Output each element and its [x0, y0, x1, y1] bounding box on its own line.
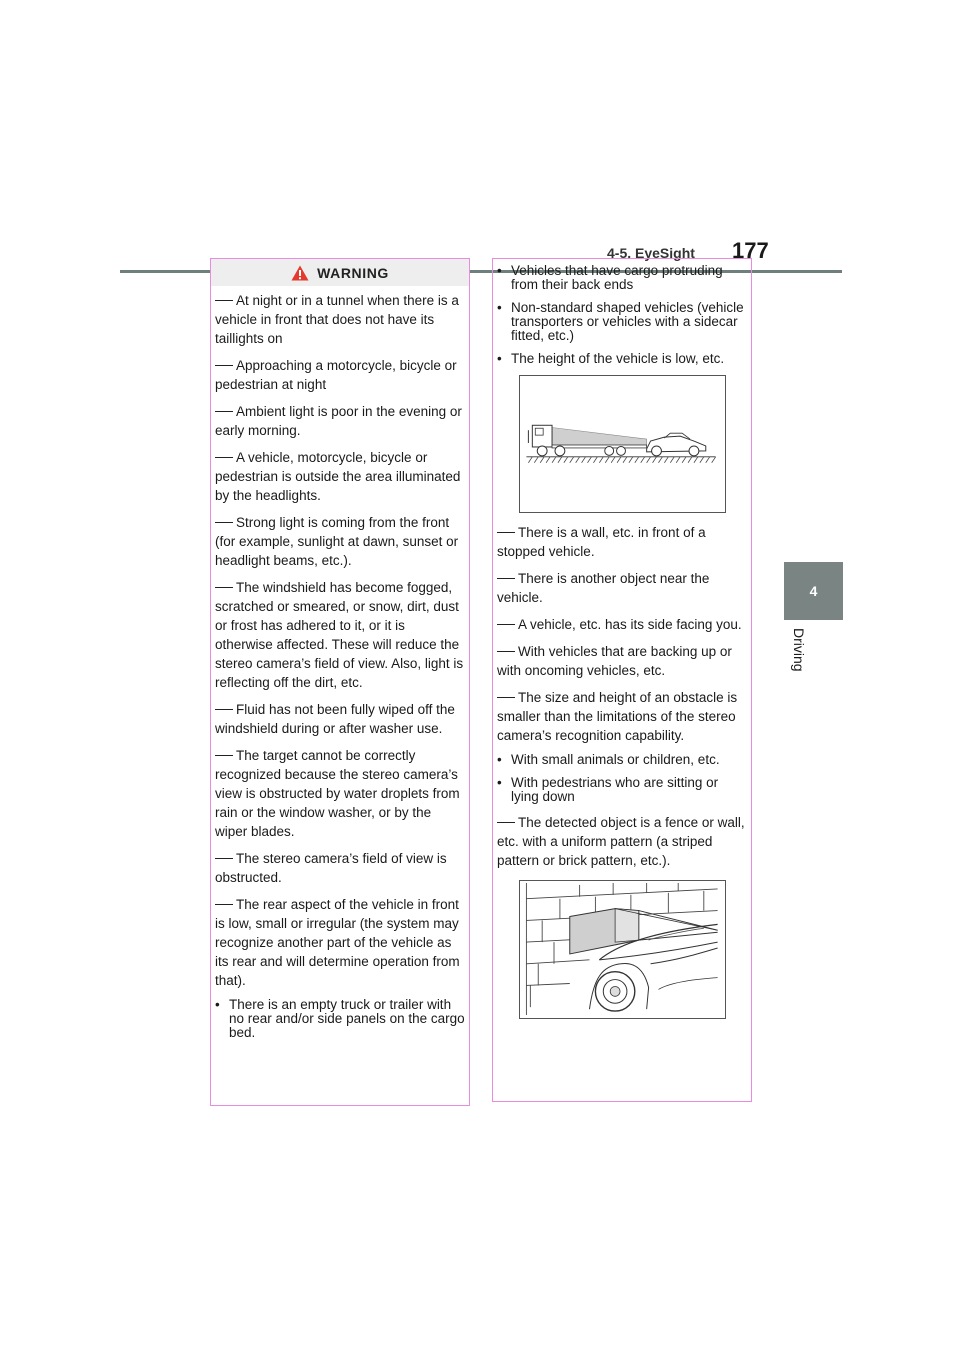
bullet-text: Non-standard shaped vehicles (vehicle transporters or vehicles with a sidecar fitted, etc.): [511, 300, 744, 343]
dash-marker: [215, 858, 233, 859]
dash-marker: [497, 578, 515, 579]
dash-marker: [215, 522, 233, 523]
dash-marker: [497, 532, 515, 533]
warning-item-text: Strong light is coming from the front (for example, sunlight at dawn, sunset or headlight beams, etc.).: [215, 515, 459, 568]
section-title: 4-5. EyeSight: [607, 245, 695, 261]
dash-marker: [215, 457, 233, 458]
warning-item-text: The windshield has become fogged, scratched or smeared, or snow, dirt, dust or frost has adhered to it, or it is otherwise affected. These will reduce the stereo camera’s field of view. Also, light is reflecting off the dirt, etc.: [215, 580, 464, 690]
dash-marker: [215, 755, 233, 756]
warning-item-text: The target cannot be correctly recognized because the stereo camera’s view is obstructed by water droplets from rain or the window washer, or by the wiper blades.: [215, 748, 460, 839]
bullet-marker: •: [215, 997, 220, 1012]
warning-item: [215, 291, 465, 348]
dash-marker: [215, 300, 233, 301]
truck-transporter-illustration: [519, 375, 726, 513]
warning-item: [215, 895, 465, 990]
warning-item: [215, 578, 465, 692]
list-item-text: The size and height of an obstacle is smaller than the limitations of the stereo camera’s recognition capability.: [497, 690, 738, 743]
page-number: 177: [732, 238, 769, 263]
warning-item: [215, 746, 465, 841]
warning-item: [215, 700, 465, 738]
list-item-text: There is another object near the vehicle.: [497, 571, 710, 605]
warning-item-text: Ambient light is poor in the evening or early morning.: [215, 404, 462, 438]
list-item-text: There is a wall, etc. in front of a stopped vehicle.: [497, 525, 706, 559]
list-item: [497, 569, 747, 607]
bullet-text: With pedestrians who are sitting or lying down: [511, 775, 719, 804]
warning-item: [215, 448, 465, 505]
chapter-tab[interactable]: 4: [784, 562, 843, 620]
bullet-marker: •: [497, 775, 502, 790]
warning-item: [215, 356, 465, 394]
dash-marker: [215, 411, 233, 412]
dash-marker: [215, 904, 233, 905]
list-bullet: [497, 264, 747, 292]
dash-marker: [497, 651, 515, 652]
list-item-text: With vehicles that are backing up or with oncoming vehicles, etc.: [497, 644, 732, 678]
warning-item-text: The rear aspect of the vehicle in front is low, small or irregular (the system may recognize another part of the vehicle as its rear and will determine operation from that).: [215, 897, 460, 988]
warning-triangle-icon: [291, 265, 309, 281]
dash-marker: [215, 709, 233, 710]
list-item-text: The detected object is a fence or wall, etc. with a uniform pattern (a striped pattern or brick pattern, etc.).: [497, 815, 745, 868]
dash-marker: [215, 365, 233, 366]
list-item-text: A vehicle, etc. has its side facing you.: [518, 617, 742, 632]
bullet-marker: •: [497, 263, 502, 278]
list-item: [497, 813, 747, 870]
truck-transporter-drawing: [520, 376, 725, 512]
brick-wall-illustration: [519, 880, 726, 1019]
bullet-marker: •: [497, 752, 502, 767]
list-item: [497, 642, 747, 680]
warning-item-text: At night or in a tunnel when there is a vehicle in front that does not have its taillights on: [215, 293, 459, 346]
dash-marker: [497, 697, 515, 698]
list-item: [497, 523, 747, 561]
warning-bullet: [215, 998, 465, 1040]
warning-item-text: Fluid has not been fully wiped off the windshield during or after washer use.: [215, 702, 455, 736]
bullet-text: Vehicles that have cargo protruding from their back ends: [511, 263, 723, 292]
bullet-text: With small animals or children, etc.: [511, 752, 720, 767]
chapter-label: Driving: [791, 628, 807, 672]
warning-item: [215, 402, 465, 440]
list-bullet: [497, 753, 747, 767]
warning-item: [215, 513, 465, 570]
warning-title: WARNING: [317, 264, 389, 281]
bullet-text: The height of the vehicle is low, etc.: [511, 351, 725, 366]
list-bullet: [497, 301, 747, 343]
dash-marker: [497, 822, 515, 823]
warning-item-text: Approaching a motorcycle, bicycle or pedestrian at night: [215, 358, 457, 392]
list-item: [497, 615, 747, 634]
dash-marker: [497, 624, 515, 625]
list-bullet: [497, 352, 747, 366]
continued-list: [497, 264, 747, 1019]
list-item: [497, 688, 747, 745]
warning-item-text: A vehicle, motorcycle, bicycle or pedestrian is outside the area illuminated by the headlights.: [215, 450, 461, 503]
warning-header: [211, 259, 469, 286]
bullet-marker: •: [497, 351, 502, 366]
warning-item: [215, 849, 465, 887]
warning-item-text: The stereo camera’s field of view is obstructed.: [215, 851, 447, 885]
brick-wall-drawing: [520, 881, 725, 1018]
dash-marker: [215, 587, 233, 588]
warning-bullet-text: There is an empty truck or trailer with no rear and/or side panels on the cargo bed.: [229, 997, 465, 1040]
bullet-marker: •: [497, 300, 502, 315]
list-bullet: [497, 776, 747, 804]
warning-list: [215, 291, 465, 1049]
